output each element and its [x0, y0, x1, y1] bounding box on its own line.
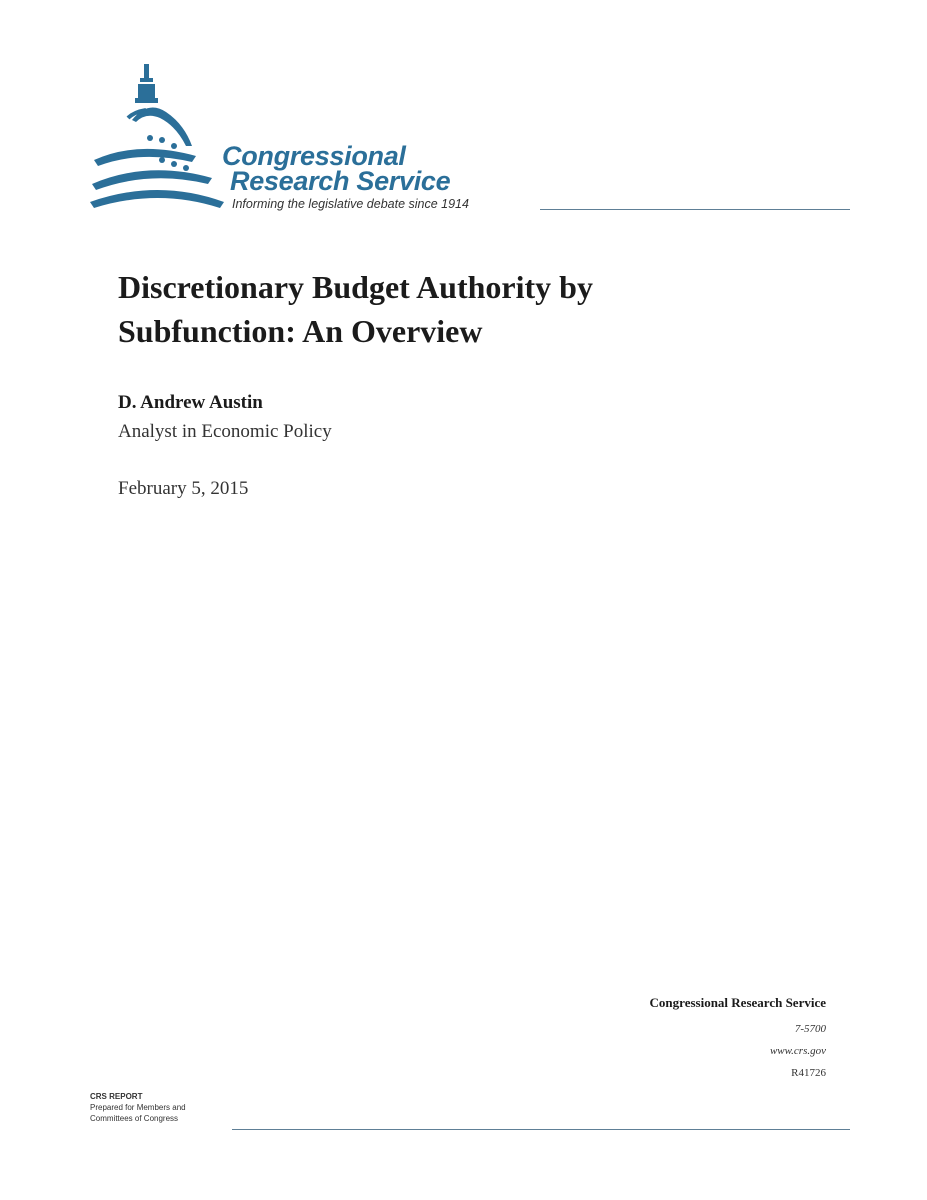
- crs-report-line2: Committees of Congress: [90, 1114, 179, 1123]
- author-name: D. Andrew Austin: [118, 392, 263, 413]
- footer-code: 7-5700: [794, 1023, 826, 1035]
- title-line2: Subfunction: An Overview: [118, 313, 483, 349]
- header-divider: [540, 209, 850, 210]
- capitol-dome-icon: [88, 60, 228, 216]
- footer-website: www.crs.gov: [769, 1045, 826, 1057]
- document-title: [118, 265, 838, 353]
- author-title: Analyst in Economic Policy: [118, 421, 332, 442]
- report-date: February 5, 2015: [118, 478, 249, 499]
- crs-report-heading: CRS REPORT: [90, 1092, 143, 1101]
- logo-name-line1: Congressional: [222, 141, 406, 171]
- crs-report-block: [90, 1091, 186, 1124]
- logo-tagline: Informing the legislative debate since 1914: [232, 197, 469, 211]
- footer-report-number: R41726: [791, 1067, 826, 1079]
- title-line1: Discretionary Budget Authority by: [118, 269, 593, 305]
- logo-name-line2: Research Service: [230, 166, 451, 196]
- footer-divider: [232, 1129, 850, 1130]
- footer-organization: Congressional Research Service: [649, 995, 826, 1010]
- crs-report-line1: Prepared for Members and: [90, 1103, 186, 1112]
